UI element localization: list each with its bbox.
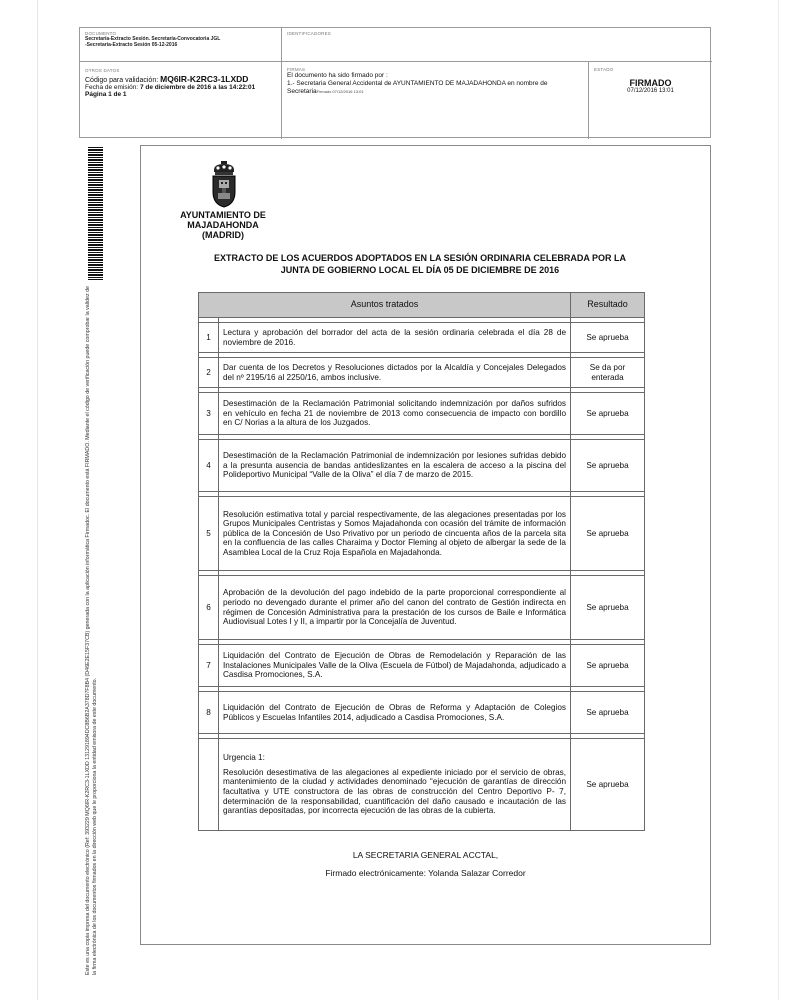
row-result: Se aprueba — [571, 576, 645, 640]
table-row — [199, 358, 645, 388]
identificadores-cell — [282, 28, 712, 62]
row-subject-urgencia — [219, 739, 571, 831]
firmas-line1: El documento ha sido firmado por : — [287, 72, 388, 79]
table-header-row — [199, 293, 645, 318]
table-row — [199, 497, 645, 571]
document-title — [185, 252, 655, 276]
row-number: 3 — [199, 393, 219, 435]
row-subject: Resolución estimativa total y parcial respectivamente, de las alegaciones presentadas por los Grupos Municipales Centristas y Somos Majadahonda con ocasión del trámite de información pública de la Concesión de Uso Privativo por un periodo de cincuenta años de la parcela sita en la confluencia de las calles Charaima y Doctor Fleming al objeto de albergar la sede de la Asamblea Local de la Cruz Roja Española en Majadahonda. — [219, 497, 571, 571]
status-date: 07/12/2016 13:01 — [627, 88, 674, 94]
organization-name — [168, 210, 278, 240]
urgencia-text: Resolución desestimativa de las alegaciones al expediente iniciado por el servicio de obras, mantenimiento de la ciudad y actividades denominado “ejecución de garantías de dirección facultativa y UTE constructora de las obras de construcción del Centro Deportivo P- 7, determinación de la responsabilidad, cuantificación del daño causado e incautación de las garantías depositadas, por incorrecta ejecución de las obras de la cubierta. — [223, 767, 566, 816]
otros-datos-label: OTROS DATOS — [85, 68, 120, 73]
row-subject: Liquidación del Contrato de Ejecución de Obras de Remodelación y Reparación de las Instalaciones Municipales Valle de la Oliva (Escuela de Fútbol) de Majadahonda, adjudicado a Casdisa Promociones, S.A. — [219, 645, 571, 687]
row-number: 7 — [199, 645, 219, 687]
org-line1: AYUNTAMIENTO DE — [180, 210, 266, 220]
row-result: Se aprueba — [571, 692, 645, 734]
status-badge: FIRMADO — [629, 78, 672, 88]
row-number: 6 — [199, 576, 219, 640]
row-result: Se aprueba — [571, 440, 645, 492]
documento-line2: -Secretaría-Extracto Sesión 05-12-2016 — [85, 42, 178, 48]
table-row — [199, 393, 645, 435]
otros-datos-cell — [80, 62, 282, 139]
col-resultado-header: Resultado — [571, 293, 645, 318]
documento-cell — [80, 28, 282, 62]
row-number: 8 — [199, 692, 219, 734]
col-asuntos-header: Asuntos tratados — [199, 293, 571, 318]
documento-line1: Secretaría-Extracto Sesión. Secretaría-Convocatoria JGL — [85, 36, 221, 42]
firmas-cell — [282, 62, 589, 139]
table-row — [199, 692, 645, 734]
row-result: Se aprueba — [571, 497, 645, 571]
signature-name: Firmado electrónicamente: Yolanda Salazar Corredor — [325, 868, 526, 878]
validation-code: MQ6IR-K2RC3-1LXDD — [160, 74, 249, 84]
table-row — [199, 440, 645, 492]
org-line2: MAJADAHONDA — [187, 220, 259, 230]
row-subject: Aprobación de la devolución del pago indebido de la parte proporcional correspondiente al periodo no devengado durante el primer año del canon del contrato de Gestión indirecta en régimen de Concesión Administrativa para la prestación de los cursos de Baile e Informática Audiovisual Lotes I y II, a impartir por la Concejalía de Juventud. — [219, 576, 571, 640]
row-result: Se aprueba — [571, 739, 645, 831]
signature-title: LA SECRETARIA GENERAL ACCTAL, — [352, 850, 499, 860]
identificadores-label: IDENTIFICADORES — [287, 31, 332, 36]
table-row — [199, 645, 645, 687]
document-header — [79, 27, 711, 138]
vertical-validation-note: Este es una copia impresa del documento electrónico (Ref: 393229 MQ6IR-K2RC3-1LXDD 131291894DC8B6B2A378D7F8B4 (D46E2E15F37CB) generada con la aplicación informática Firmadoc. El documento está FIRMADO. Mediante el código de verificación puede comprobar la validez de la firma electrónica de los documentos firmados en la dirección web que le proporciona la entidad emisora de este documento. — [85, 286, 98, 975]
table-row — [199, 576, 645, 640]
table-row-urgencia — [199, 739, 645, 831]
validation-code-prefix: Código para validación: — [85, 77, 159, 84]
row-subject: Liquidación del Contrato de Ejecución de Obras de Reforma y Adaptación de Colegios Públicos y Escuelas Infantiles 2014, adjudicado a Casdisa Promociones, S.A. — [219, 692, 571, 734]
table-row — [199, 323, 645, 353]
agenda-table — [198, 292, 645, 831]
emission-date-prefix: Fecha de emisión: — [85, 84, 139, 91]
row-subject: Desestimación de la Reclamación Patrimonial solicitando indemnización por daños sufridos en vehículo en fecha 21 de noviembre de 2013 como consecuencia de impacto con bordillo en C/ Norias a la altura de los Juzgados. — [219, 393, 571, 435]
row-result: Se aprueba — [571, 323, 645, 353]
firmas-label: FIRMAS — [287, 67, 306, 72]
row-subject: Desestimación de la Reclamación Patrimonial de indemnización por lesiones sufridas debido a la presunta ausencia de bandas antideslizantes en la escalera de acceso a la piscina del Polideportivo Municipal “Valle de la Oliva” el día 7 de marzo de 2015. — [219, 440, 571, 492]
row-number: 4 — [199, 440, 219, 492]
firmas-line2: 1.- Secretaria General Accidental de AYUNTAMIENTO DE MAJADAHONDA en nombre de — [287, 80, 548, 87]
row-subject: Lectura y aprobación del borrador del acta de la sesión ordinaria celebrada el día 28 de noviembre de 2016. — [219, 323, 571, 353]
page-count: Página 1 de 1 — [85, 91, 127, 98]
estado-label: ESTADO — [594, 67, 614, 72]
row-number: 5 — [199, 497, 219, 571]
row-result: Se aprueba — [571, 645, 645, 687]
row-result: Se da por enterada — [571, 358, 645, 388]
firmas-line3: Secretaria — [287, 88, 317, 95]
title-line1: EXTRACTO DE LOS ACUERDOS ADOPTADOS EN LA SESIÓN ORDINARIA CELEBRADA POR LA — [213, 253, 627, 263]
row-number-empty — [199, 739, 219, 831]
barcode — [88, 147, 103, 280]
row-result: Se aprueba — [571, 393, 645, 435]
urgencia-heading: Urgencia 1: — [223, 753, 265, 763]
row-number: 2 — [199, 358, 219, 388]
title-line2: JUNTA DE GOBIERNO LOCAL EL DÍA 05 DE DICIEMBRE DE 2016 — [280, 265, 560, 275]
org-line3: (MADRID) — [202, 230, 244, 240]
coat-of-arms-icon — [208, 160, 240, 208]
row-subject: Dar cuenta de los Decretos y Resoluciones dictados por la Alcaldía y Concejales Delegados del nº 2195/16 al 2250/16, ambos inclusive. — [219, 358, 571, 388]
estado-cell — [589, 62, 712, 139]
firmas-signed-small: Firmado 07/12/2016 13:01 — [316, 89, 364, 94]
row-number: 1 — [199, 323, 219, 353]
emission-date: 7 de diciembre de 2016 a las 14:22:01 — [139, 84, 256, 91]
documento-label: DOCUMENTO — [85, 31, 117, 36]
